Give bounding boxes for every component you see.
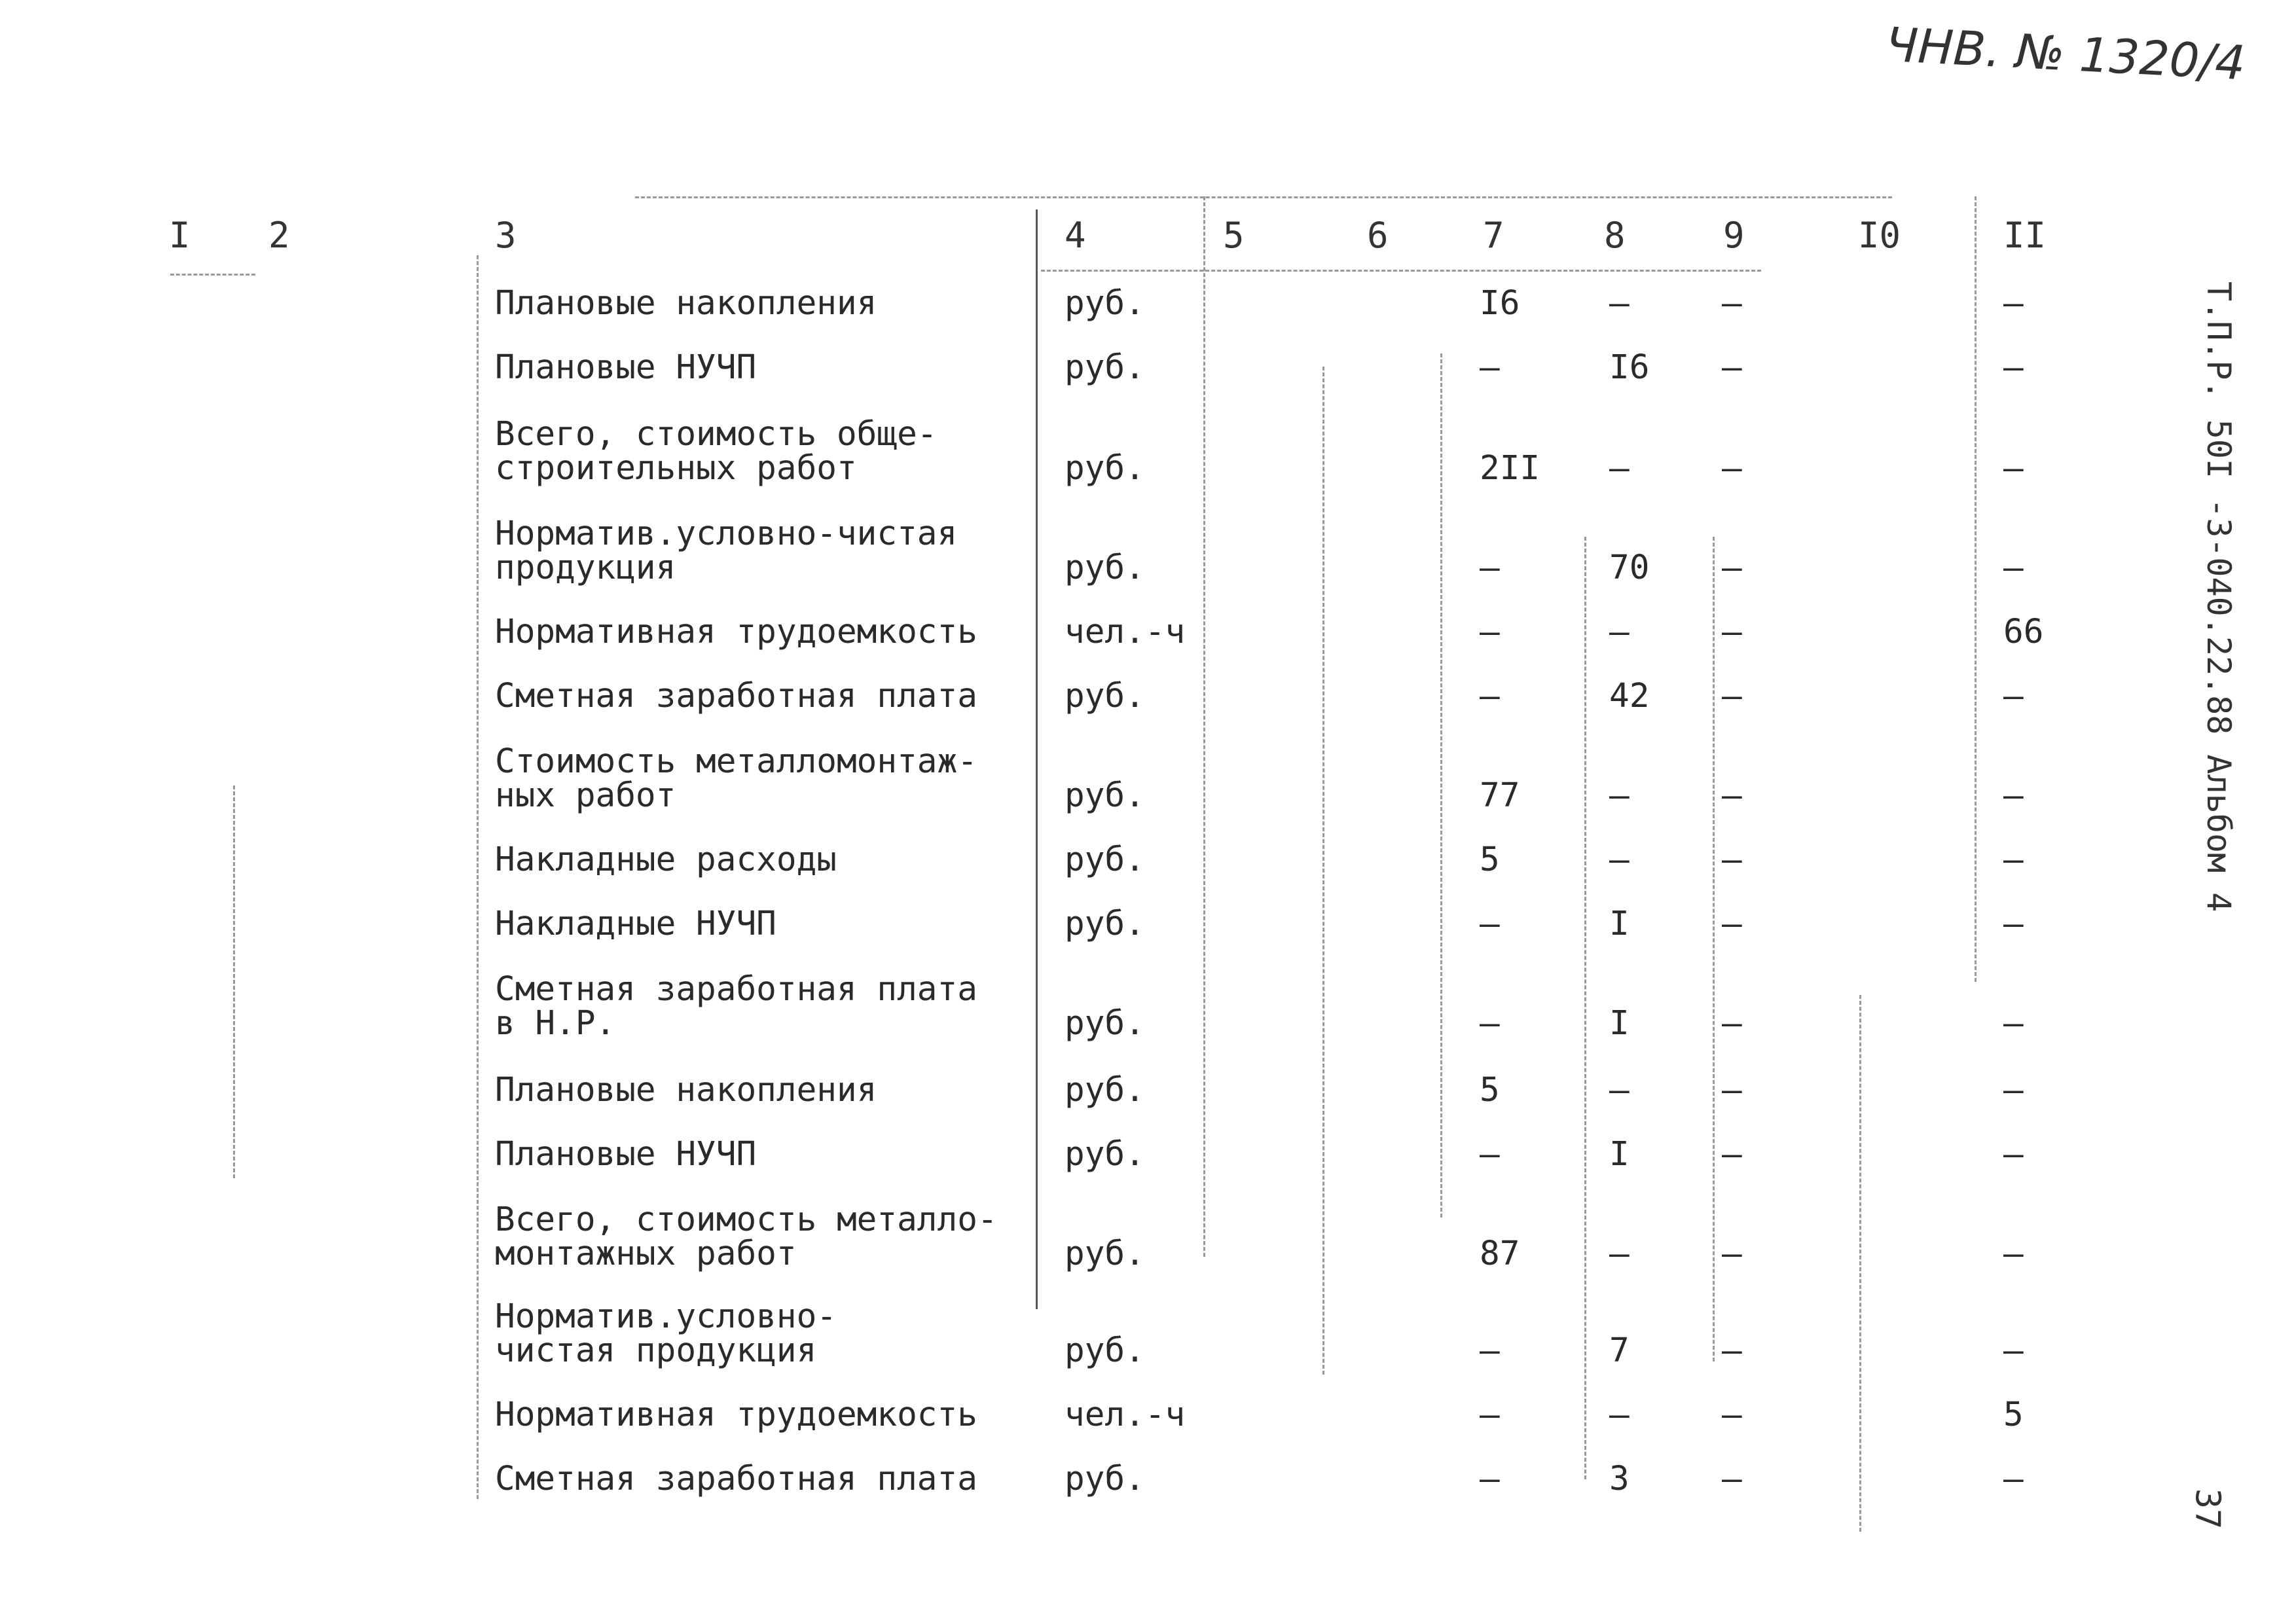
- value-col-7: 5: [1480, 840, 1500, 879]
- column-divider: [1859, 995, 1861, 1532]
- item-name: Всего, стоимость металло- монтажных работ: [495, 1200, 998, 1273]
- value-col-11: –: [2003, 1460, 2024, 1498]
- value-col-7: –: [1480, 1004, 1500, 1043]
- value-col-9: –: [1722, 1331, 1742, 1370]
- value-col-7: –: [1480, 549, 1500, 587]
- item-unit: чел.-ч: [1065, 613, 1186, 651]
- value-col-8: I: [1609, 1135, 1630, 1174]
- value-col-11: –: [2003, 1004, 2024, 1043]
- value-col-7: –: [1480, 1331, 1500, 1370]
- value-col-9: –: [1722, 613, 1742, 651]
- item-unit: руб.: [1065, 1331, 1145, 1370]
- item-name: Всего, стоимость обще- строительных работ: [495, 415, 938, 488]
- item-unit: руб.: [1065, 348, 1145, 387]
- value-col-11: –: [2003, 1331, 2024, 1370]
- col-header: 6: [1367, 215, 1389, 256]
- value-col-8: –: [1609, 840, 1630, 879]
- value-col-11: –: [2003, 905, 2024, 943]
- column-divider: [1036, 209, 1038, 1309]
- column-divider: [1322, 367, 1324, 1375]
- value-col-11: –: [2003, 677, 2024, 715]
- value-col-8: –: [1609, 1235, 1630, 1273]
- value-col-11: –: [2003, 1071, 2024, 1110]
- value-col-8: I: [1609, 1004, 1630, 1043]
- column-divider: [1203, 196, 1205, 1257]
- value-col-9: –: [1722, 449, 1742, 488]
- col-header: 2: [268, 215, 290, 256]
- value-col-9: –: [1722, 1460, 1742, 1498]
- value-col-7: –: [1480, 613, 1500, 651]
- item-name: Сметная заработная плата в Н.Р.: [495, 970, 977, 1043]
- value-col-9: –: [1722, 1004, 1742, 1043]
- item-name: Норматив.условно- чистая продукция: [495, 1297, 837, 1370]
- value-col-8: –: [1609, 449, 1630, 488]
- value-col-8: –: [1609, 1396, 1630, 1434]
- value-col-7: –: [1480, 348, 1500, 387]
- column-divider: [1440, 353, 1442, 1218]
- value-col-11: –: [2003, 776, 2024, 815]
- value-col-9: –: [1722, 1235, 1742, 1273]
- header-rule: [635, 196, 1892, 198]
- item-name: Плановые НУЧП: [495, 1135, 757, 1174]
- value-col-11: 66: [2003, 613, 2044, 651]
- value-col-8: –: [1609, 613, 1630, 651]
- value-col-11: –: [2003, 1135, 2024, 1174]
- value-col-8: 70: [1609, 549, 1650, 587]
- item-name: Плановые НУЧП: [495, 348, 757, 387]
- value-col-9: –: [1722, 776, 1742, 815]
- value-col-7: I6: [1480, 284, 1520, 323]
- value-col-9: –: [1722, 1135, 1742, 1174]
- item-unit: руб.: [1065, 677, 1145, 715]
- value-col-8: –: [1609, 284, 1630, 323]
- value-col-7: 87: [1480, 1235, 1520, 1273]
- item-unit: руб.: [1065, 905, 1145, 943]
- col-header: 8: [1604, 215, 1626, 256]
- value-col-9: –: [1722, 840, 1742, 879]
- col-header: 3: [495, 215, 517, 256]
- value-col-8: 42: [1609, 677, 1650, 715]
- item-unit: руб.: [1065, 449, 1145, 488]
- value-col-7: –: [1480, 677, 1500, 715]
- column-divider: [233, 785, 235, 1178]
- item-name: Стоимость металломонтаж- ных работ: [495, 742, 977, 815]
- item-unit: руб.: [1065, 776, 1145, 815]
- value-col-8: I: [1609, 905, 1630, 943]
- column-divider: [477, 255, 479, 1499]
- item-name: Норматив.условно-чистая продукция: [495, 514, 958, 587]
- item-name: Накладные расходы: [495, 840, 837, 879]
- col-header: 9: [1723, 215, 1745, 256]
- document-code: Т.П.Р. 50I -3-040.22.88 Альбом 4: [2200, 281, 2238, 912]
- col-header: I: [169, 215, 191, 256]
- value-col-11: –: [2003, 284, 2024, 323]
- item-unit: руб.: [1065, 840, 1145, 879]
- value-col-11: –: [2003, 840, 2024, 879]
- item-unit: руб.: [1065, 1460, 1145, 1498]
- item-unit: руб.: [1065, 1235, 1145, 1273]
- header-rule: [1041, 270, 1761, 272]
- item-name: Накладные НУЧП: [495, 905, 776, 943]
- item-name: Нормативная трудоемкость: [495, 1396, 977, 1434]
- value-col-9: –: [1722, 549, 1742, 587]
- value-col-11: 5: [2003, 1396, 2024, 1434]
- item-unit: руб.: [1065, 284, 1145, 323]
- item-name: Плановые накопления: [495, 284, 877, 323]
- page-number: 37: [2187, 1488, 2227, 1530]
- value-col-7: 2II: [1480, 449, 1540, 488]
- value-col-8: 7: [1609, 1331, 1630, 1370]
- col-header: 4: [1065, 215, 1086, 256]
- item-unit: руб.: [1065, 1135, 1145, 1174]
- value-col-8: I6: [1609, 348, 1650, 387]
- value-col-9: –: [1722, 1071, 1742, 1110]
- inventory-number: ЧНВ. № 1320/4: [1884, 16, 2247, 91]
- value-col-9: –: [1722, 905, 1742, 943]
- value-col-11: –: [2003, 449, 2024, 488]
- value-col-7: –: [1480, 905, 1500, 943]
- column-divider: [1975, 196, 1977, 982]
- item-name: Нормативная трудоемкость: [495, 613, 977, 651]
- value-col-11: –: [2003, 1235, 2024, 1273]
- value-col-11: –: [2003, 348, 2024, 387]
- col-header: 5: [1223, 215, 1245, 256]
- item-unit: руб.: [1065, 549, 1145, 587]
- value-col-9: –: [1722, 1396, 1742, 1434]
- value-col-9: –: [1722, 677, 1742, 715]
- value-col-8: –: [1609, 1071, 1630, 1110]
- col-header: II: [2003, 215, 2047, 256]
- value-col-8: –: [1609, 776, 1630, 815]
- item-unit: руб.: [1065, 1004, 1145, 1043]
- value-col-7: –: [1480, 1460, 1500, 1498]
- item-name: Сметная заработная плата: [495, 1460, 977, 1498]
- item-unit: чел.-ч: [1065, 1396, 1186, 1434]
- value-col-9: –: [1722, 348, 1742, 387]
- col-header: 7: [1483, 215, 1504, 256]
- value-col-7: 5: [1480, 1071, 1500, 1110]
- value-col-7: –: [1480, 1396, 1500, 1434]
- value-col-8: 3: [1609, 1460, 1630, 1498]
- column-divider: [1584, 537, 1586, 1479]
- value-col-11: –: [2003, 549, 2024, 587]
- item-name: Сметная заработная плата: [495, 677, 977, 715]
- col-header: I0: [1858, 215, 1901, 256]
- value-col-9: –: [1722, 284, 1742, 323]
- column-divider: [1713, 537, 1715, 1362]
- item-unit: руб.: [1065, 1071, 1145, 1110]
- value-col-7: –: [1480, 1135, 1500, 1174]
- item-name: Плановые накопления: [495, 1071, 877, 1110]
- header-rule: [170, 274, 255, 276]
- value-col-7: 77: [1480, 776, 1520, 815]
